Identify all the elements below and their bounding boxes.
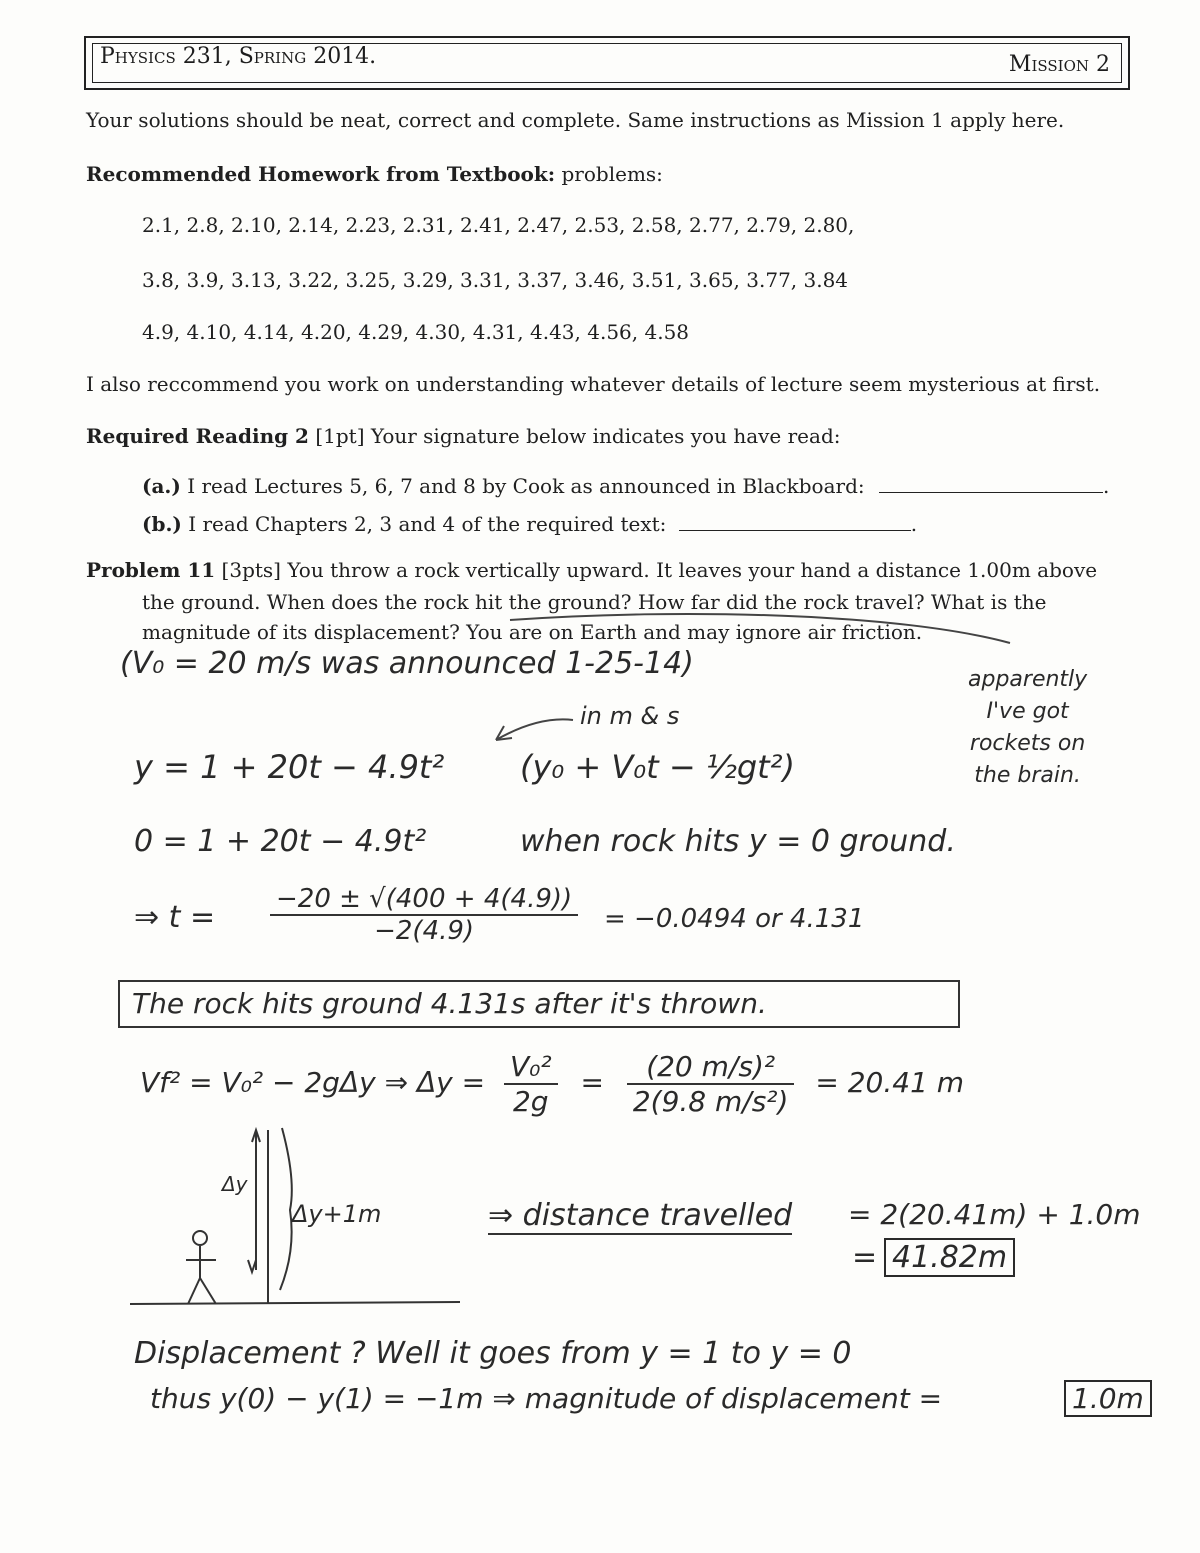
quadratic-fraction: [270, 884, 578, 946]
kinematic-num-2: (20 m/s)²: [627, 1050, 795, 1085]
equation-2-note: when rock hits y = 0 ground.: [520, 824, 956, 859]
aside-line-2: I've got: [986, 699, 1069, 724]
displacement-answer-box: 1.0m: [1064, 1380, 1152, 1417]
units-note: in m & s: [580, 702, 680, 730]
problem-heading: Problem 11: [86, 558, 216, 582]
kinematic-den-2: 2(9.8 m/s²): [632, 1085, 789, 1118]
quadratic-lhs: ⇒ t =: [134, 900, 216, 935]
quadratic-denominator: −2(4.9): [374, 916, 475, 946]
mission-label: Mission 2: [1008, 52, 1110, 77]
reading-item-b-label: (b.): [142, 512, 182, 536]
reading-item-a: (a.) I read Lectures 5, 6, 7 and 8 by Cook as announced in Blackboard: .: [142, 474, 1110, 498]
homework-suffix: problems:: [561, 162, 663, 186]
kinematic-den-1: 2g: [512, 1085, 549, 1118]
aside-line-4: the brain.: [974, 763, 1081, 788]
curved-arrow-sketch: [480, 598, 1040, 648]
homework-line-2: 2.1, 2.8, 2.10, 2.14, 2.23, 2.31, 2.41, 2.47, 2.53, 2.58, 2.77, 2.79, 2.80,: [142, 213, 855, 237]
reading-item-b-text: I read Chapters 2, 3 and 4 of the required text:: [188, 512, 667, 536]
aside-note: [968, 664, 1087, 792]
quadratic-result: = −0.0494 or 4.131: [604, 904, 865, 934]
displacement-line-2: thus y(0) − y(1) = −1m ⇒ magnitude of displacement =: [150, 1382, 943, 1415]
equation-1-note: (y₀ + V₀t − ½gt²): [520, 748, 796, 786]
conclusion-box: The rock hits ground 4.131s after it's thrown.: [118, 980, 960, 1028]
kinematic-equals: =: [580, 1066, 604, 1099]
problem-line-2: the ground. When does the rock hit the ground? How far did the rock travel? What is the: [142, 590, 1047, 614]
aside-line-3: rockets on: [969, 731, 1086, 756]
reading-item-b: (b.) I read Chapters 2, 3 and 4 of the required text: .: [142, 512, 918, 536]
homework-line-4: 4.9, 4.10, 4.14, 4.20, 4.29, 4.30, 4.31, 4.43, 4.56, 4.58: [142, 320, 690, 344]
homework-heading: Recommended Homework from Textbook:: [86, 162, 556, 186]
kinematic-result: = 20.41 m: [815, 1066, 965, 1099]
kinematic-lhs: Vf² = V₀² − 2gΔy ⇒ Δy =: [140, 1066, 486, 1099]
problem-line-3: magnitude of its displacement? You are on Earth and may ignore air friction.: [142, 620, 923, 644]
delta-y-plus-1m-label: Δy+1m: [292, 1200, 382, 1228]
kinematic-num-1: V₀²: [504, 1050, 558, 1085]
intro-text: Your solutions should be neat, correct and complete. Same instructions as Mission 1 apply here.: [86, 108, 1065, 132]
equation-2: 0 = 1 + 20t − 4.9t²: [134, 824, 427, 859]
kinematic-row: [140, 1050, 964, 1118]
reading-item-a-text: I read Lectures 5, 6, 7 and 8 by Cook as announced in Blackboard:: [187, 474, 865, 498]
distance-answer-box: 41.82m: [884, 1238, 1015, 1277]
arrow-sketch: [488, 708, 578, 748]
displacement-line-1: Displacement ? Well it goes from y = 1 to y = 0: [134, 1336, 852, 1371]
delta-y-label: Δy: [222, 1172, 248, 1196]
aside-line-1: apparently: [968, 667, 1088, 692]
distance-equals: =: [852, 1240, 878, 1275]
reading-points: [1pt] Your signature below indicates you have read:: [315, 424, 841, 448]
homework-line-3: 3.8, 3.9, 3.13, 3.22, 3.25, 3.29, 3.31, 3.37, 3.46, 3.51, 3.65, 3.77, 3.84: [142, 268, 849, 292]
reading-item-a-label: (a.): [142, 474, 181, 498]
distance-label: ⇒ distance travelled: [488, 1198, 793, 1233]
signature-line-a[interactable]: [879, 474, 1103, 493]
announce-note: (V₀ = 20 m/s was announced 1-25-14): [120, 646, 694, 681]
problem-text-1: [3pts] You throw a rock vertically upward. It leaves your hand a distance 1.00m above: [221, 558, 1098, 582]
reading-heading-line: [86, 424, 840, 448]
problem-line-1: [86, 558, 1097, 582]
homework-heading-line: [86, 162, 663, 186]
recommend-text: I also reccommend you work on understanding whatever details of lecture seem mysterious at first.: [86, 372, 1101, 396]
distance-equation: = 2(20.41m) + 1.0m: [848, 1198, 1141, 1231]
equation-1: y = 1 + 20t − 4.9t²: [134, 748, 445, 786]
signature-line-b[interactable]: [679, 512, 911, 531]
quadratic-numerator: −20 ± √(400 + 4(4.9)): [270, 884, 578, 916]
reading-heading: Required Reading 2: [86, 424, 309, 448]
course-title: Physics 231, Spring 2014.: [100, 44, 377, 69]
